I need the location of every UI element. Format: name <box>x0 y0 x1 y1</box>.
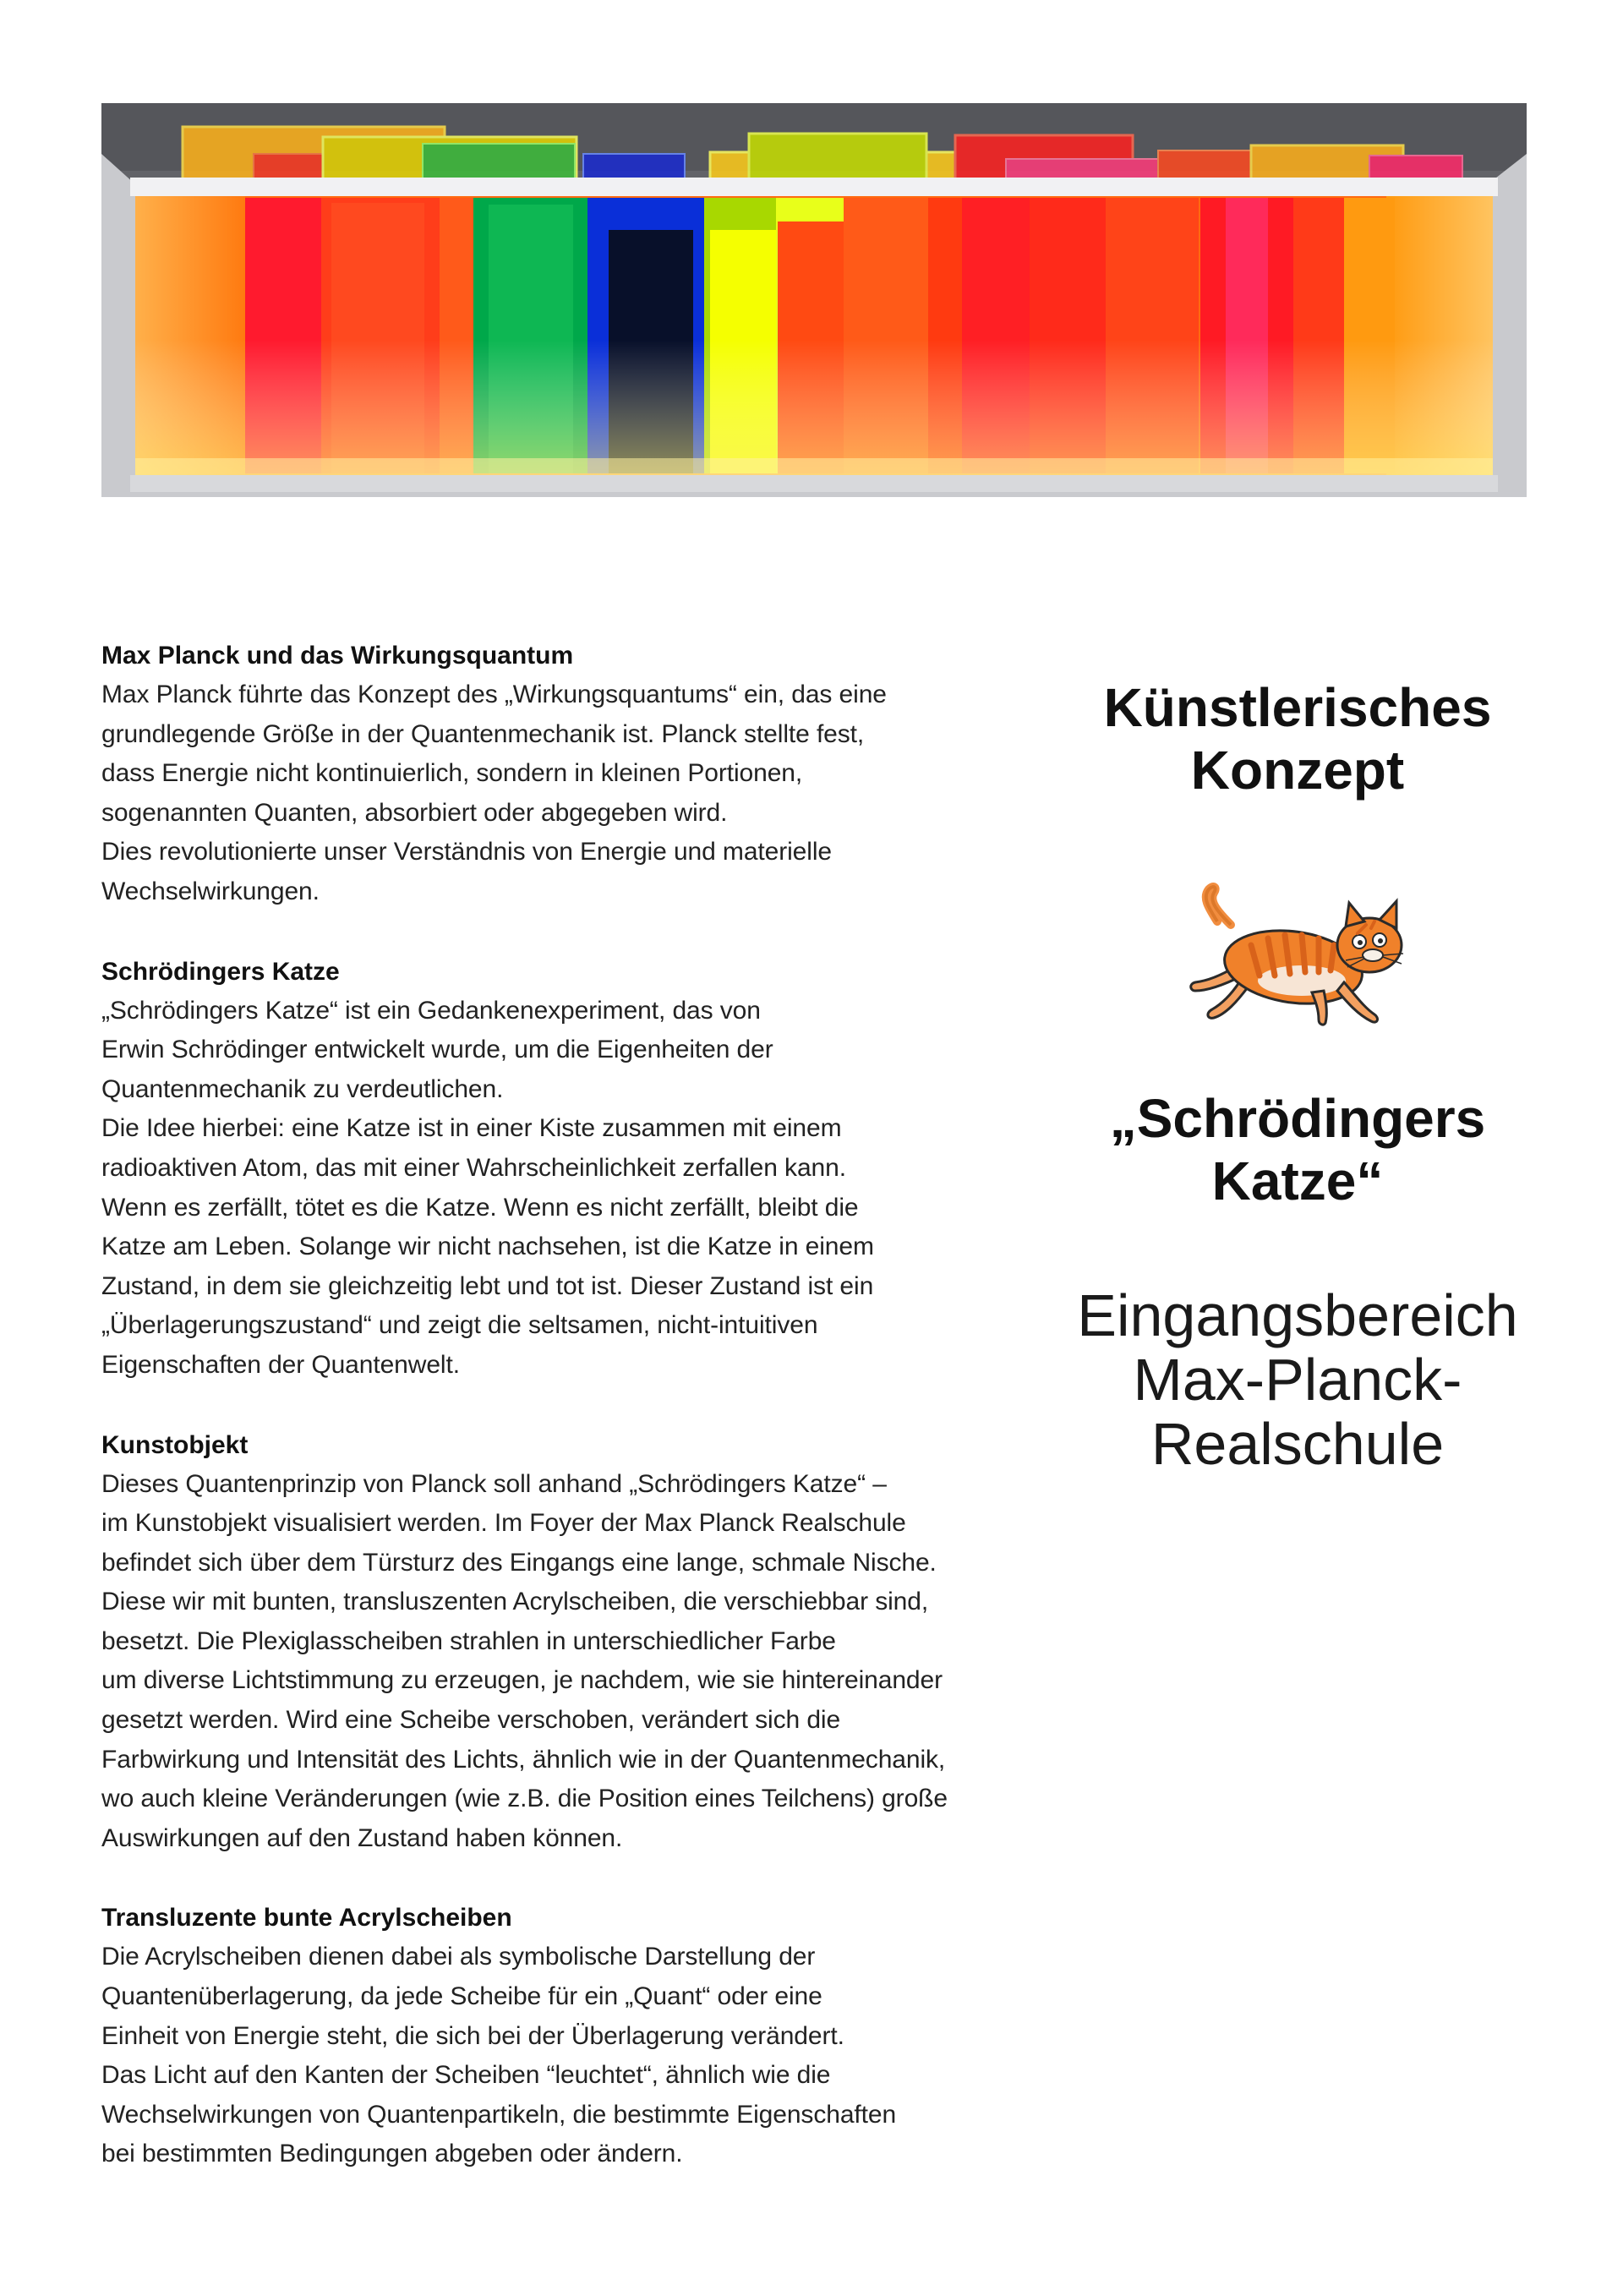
concept-title <box>1074 676 1522 801</box>
text-line: wo auch kleine Veränderungen (wie z.B. die Position eines Teilchens) große <box>101 1785 948 1813</box>
section-heading: Transluzente bunte Acrylscheiben <box>101 1904 512 1932</box>
text-line: Die Idee hierbei: eine Katze ist in einer Kiste zusammen mit einem <box>101 1114 842 1143</box>
text-line: um diverse Lichtstimmung zu erzeugen, je nachdem, wie sie hintereinander <box>101 1666 943 1695</box>
text-line: grundlegende Größe in der Quantenmechanik ist. Planck stellte fest, <box>101 719 865 748</box>
text-line: Max Planck führte das Konzept des „Wirkungsquantums“ ein, das eine <box>101 681 887 708</box>
concept-title-line: Künstlerisches <box>1103 677 1492 738</box>
section-planck <box>101 636 1014 912</box>
section-body <box>101 675 1014 912</box>
text-line: Wechselwirkungen. <box>101 877 320 905</box>
location-line: Realschule <box>1150 1411 1445 1477</box>
location-line: Max-Planck- <box>1133 1347 1462 1413</box>
text-line: Quantenmechanik zu verdeutlichen. <box>101 1074 504 1103</box>
acrylic-panels-illustration <box>101 103 1527 497</box>
location-line: Eingangsbereich <box>1077 1282 1518 1348</box>
text-line: dass Energie nicht kontinuierlich, sondern in kleinen Portionen, <box>101 759 803 788</box>
sidebar-column <box>1074 676 1522 1476</box>
text-line: befindet sich über dem Türsturz des Eingangs eine lange, schmale Nische. <box>101 1548 937 1577</box>
section-body <box>101 1465 1014 1859</box>
text-line: Wechselwirkungen von Quantenpartikeln, die bestimmte Eigenschaften <box>101 2100 897 2129</box>
section-kunstobjekt <box>101 1425 1014 1859</box>
section-schroedinger <box>101 952 1014 1386</box>
text-line: Dies revolutionierte unser Verständnis von Energie und materielle <box>101 838 832 866</box>
section-heading: Max Planck und das Wirkungsquantum <box>101 642 574 670</box>
text-line: Quantenüberlagerung, da jede Scheibe für ein „Quant“ oder eine <box>101 1982 822 2011</box>
section-heading: Schrödingers Katze <box>101 957 340 986</box>
text-line: im Kunstobjekt visualisiert werden. Im Foyer der Max Planck Realschule <box>101 1509 906 1538</box>
body-text-column <box>101 636 1014 2214</box>
text-line: sogenannten Quanten, absorbiert oder abgegeben wird. <box>101 798 728 827</box>
concept-title-line: Konzept <box>1190 740 1405 801</box>
text-line: Eigenschaften der Quantenwelt. <box>101 1350 460 1379</box>
text-line: Wenn es zerfällt, tötet es die Katze. Wenn es nicht zerfällt, bleibt die <box>101 1193 859 1222</box>
acrylic-panels-photo <box>101 103 1527 497</box>
text-line: Katze am Leben. Solange wir nicht nachsehen, ist die Katze in einem <box>101 1233 874 1261</box>
cat-title <box>1074 1087 1522 1212</box>
text-line: gesetzt werden. Wird eine Scheibe verschoben, verändert sich die <box>101 1706 841 1735</box>
cat-title-line: Katze“ <box>1211 1151 1384 1211</box>
text-line: „Schrödingers Katze“ ist ein Gedankenexperiment, das von <box>101 996 761 1025</box>
cat-illustration-icon <box>1183 883 1412 1026</box>
text-line: Erwin Schrödinger entwickelt wurde, um die Eigenheiten der <box>101 1036 773 1064</box>
section-body <box>101 992 1014 1386</box>
text-line: bei bestimmten Bedingungen abgeben oder ändern. <box>101 2140 683 2168</box>
section-body <box>101 1938 1014 2174</box>
text-line: Einheit von Energie steht, die sich bei der Überlagerung verändert. <box>101 2021 844 2050</box>
section-acrylscheiben <box>101 1898 1014 2174</box>
location-title <box>1074 1283 1522 1476</box>
section-heading: Kunstobjekt <box>101 1430 249 1459</box>
text-line: Farbwirkung und Intensität des Lichts, ähnlich wie in der Quantenmechanik, <box>101 1745 946 1774</box>
text-line: Die Acrylscheiben dienen dabei als symbolische Darstellung der <box>101 1943 816 1971</box>
text-line: Dieses Quantenprinzip von Planck soll anhand „Schrödingers Katze“ – <box>101 1469 887 1498</box>
text-line: radioaktiven Atom, das mit einer Wahrscheinlichkeit zerfallen kann. <box>101 1153 846 1182</box>
text-line: besetzt. Die Plexiglasscheiben strahlen in unterschiedlicher Farbe <box>101 1626 836 1655</box>
cat-title-line: „Schrödingers <box>1109 1088 1486 1149</box>
text-line: Das Licht auf den Kanten der Scheiben “leuchtet“, ähnlich wie die <box>101 2061 831 2090</box>
text-line: Zustand, in dem sie gleichzeitig lebt und tot ist. Dieser Zustand ist ein <box>101 1271 874 1300</box>
text-line: Auswirkungen auf den Zustand haben können. <box>101 1823 623 1852</box>
text-line: „Überlagerungszustand“ und zeigt die seltsamen, nicht-intuitiven <box>101 1311 818 1340</box>
text-line: Diese wir mit bunten, transluszenten Acrylscheiben, die verschiebbar sind, <box>101 1588 929 1616</box>
